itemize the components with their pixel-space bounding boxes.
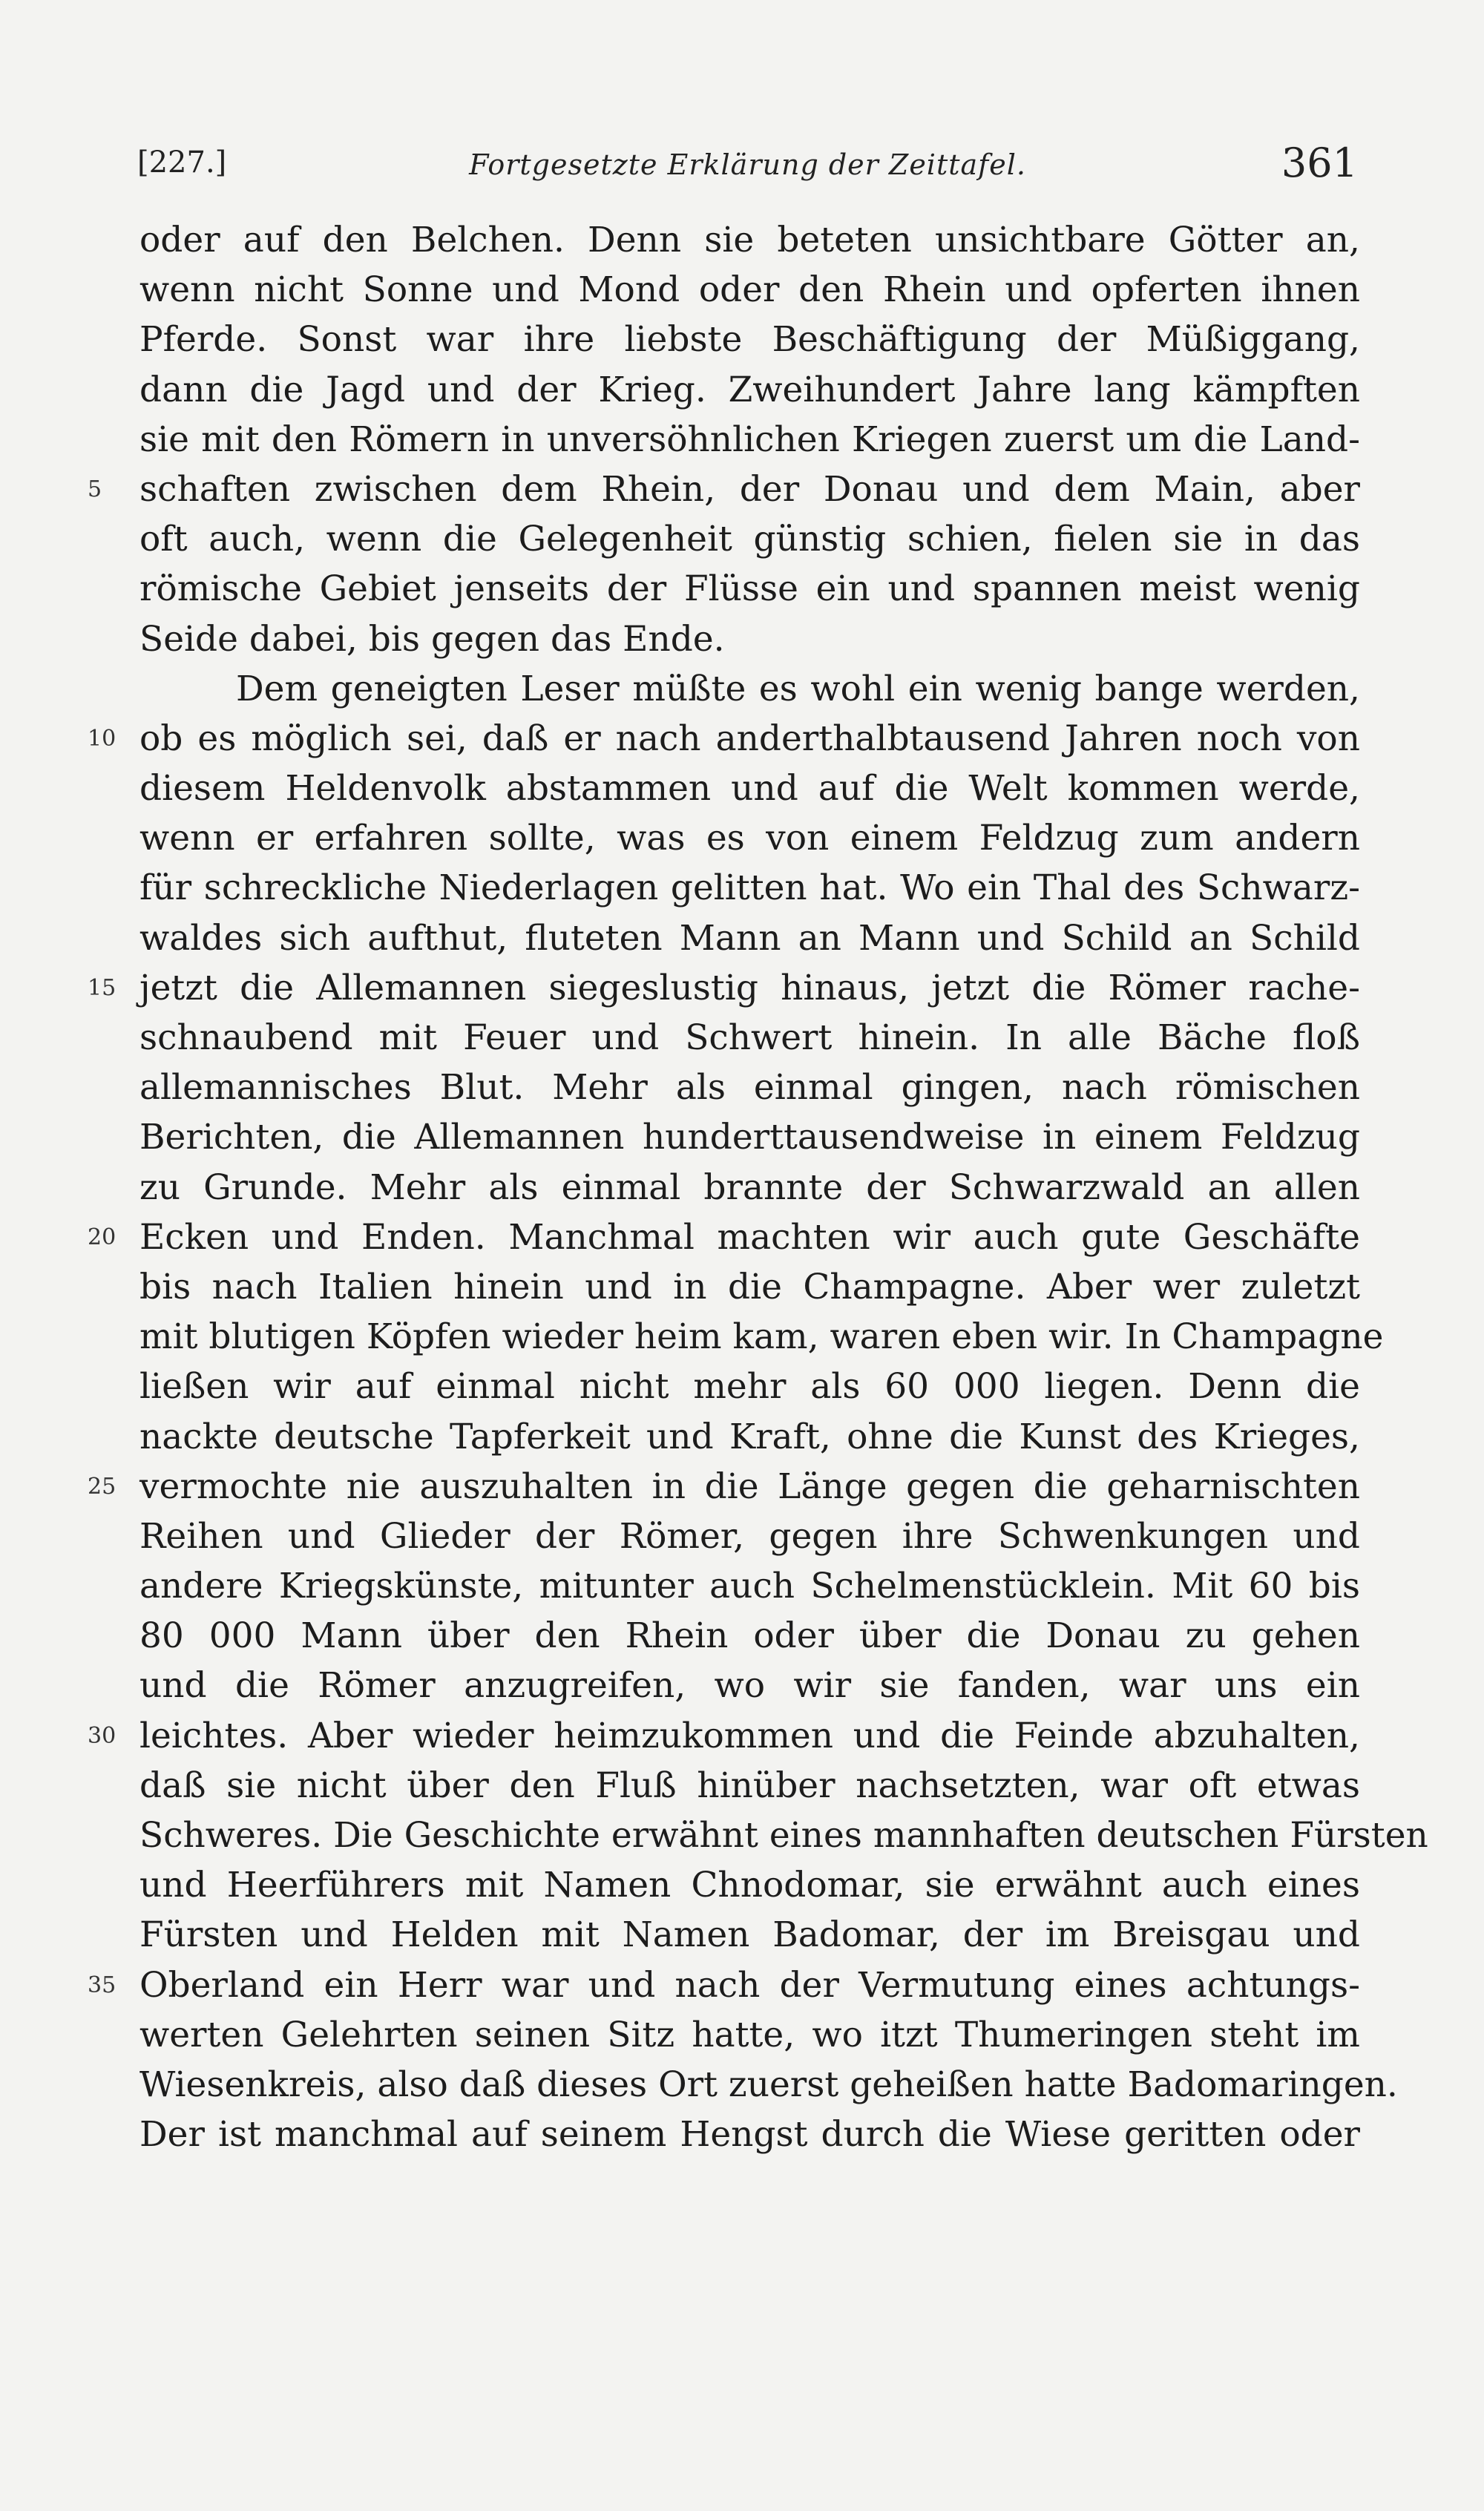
text-line: ließen wir auf einmal nicht mehr als 60 000 liegen. Denn die: [139, 1366, 1360, 1408]
page-reference: [227.]: [137, 145, 227, 180]
text-line: und die Römer anzugreifen, wo wir sie fanden, war uns ein: [139, 1665, 1360, 1707]
text-line: schnaubend mit Feuer und Schwert hinein. In alle Bäche floß: [139, 1017, 1360, 1058]
line-number-15: 15: [88, 975, 116, 1001]
text-line: für schreckliche Niederlagen gelitten hat. Wo ein Thal des Schwarz-: [139, 867, 1360, 909]
text-line: römische Gebiet jenseits der Flüsse ein und spannen meist wenig: [139, 568, 1360, 610]
text-line: Fürsten und Helden mit Namen Badomar, der im Breisgau und: [139, 1914, 1360, 1956]
text-line: andere Kriegskünste, mitunter auch Schelmenstücklein. Mit 60 bis: [139, 1566, 1360, 1607]
text-line: sie mit den Römern in unversöhnlichen Kriegen zuerst um die Land-: [139, 418, 1360, 460]
text-line: Oberland ein Herr war und nach der Vermutung eines achtungs-: [139, 1964, 1360, 2006]
text-line: Reihen und Glieder der Römer, gegen ihre Schwenkungen und: [139, 1515, 1360, 1557]
text-line: oft auch, wenn die Gelegenheit günstig schien, fielen sie in das: [139, 519, 1360, 560]
text-line: Wiesenkreis, also daß dieses Ort zuerst geheißen hatte Badomaringen.: [139, 2064, 1398, 2105]
text-line: wenn nicht Sonne und Mond oder den Rhein und opferten ihnen: [139, 269, 1360, 311]
page-header: [137, 140, 1358, 199]
text-line: Ecken und Enden. Manchmal machten wir auch gute Geschäfte: [139, 1216, 1360, 1258]
text-line: bis nach Italien hinein und in die Champagne. Aber wer zuletzt: [139, 1266, 1360, 1307]
page-number: 361: [1281, 140, 1358, 186]
text-line: 80 000 Mann über den Rhein oder über die Donau zu gehen: [139, 1615, 1360, 1657]
text-line: Dem geneigten Leser müßte es wohl ein wenig bange werden,: [236, 668, 1360, 709]
text-line: mit blutigen Köpfen wieder heim kam, waren eben wir. In Champagne: [139, 1316, 1384, 1358]
line-number-35: 35: [88, 1972, 116, 1998]
text-line: oder auf den Belchen. Denn sie beteten unsichtbare Götter an,: [139, 220, 1360, 260]
line-number-5: 5: [88, 476, 102, 502]
text-line: daß sie nicht über den Fluß hinüber nachsetzten, war oft etwas: [139, 1765, 1360, 1806]
body-text: [139, 215, 1428, 2159]
text-line: Der ist manchmal auf seinem Hengst durch die Wiese geritten oder: [139, 2114, 1360, 2156]
text-line: und Heerführers mit Namen Chnodomar, sie erwähnt auch eines: [139, 1865, 1360, 1906]
text-line: Pferde. Sonst war ihre liebste Beschäftigung der Müßiggang,: [139, 319, 1360, 361]
text-line: waldes sich aufthut, fluteten Mann an Mann und Schild an Schild: [139, 917, 1360, 959]
line-number-25: 25: [88, 1474, 116, 1500]
text-line: diesem Heldenvolk abstammen und auf die Welt kommen werde,: [139, 768, 1360, 810]
text-line: leichtes. Aber wieder heimzukommen und die Feinde abzuhalten,: [139, 1715, 1360, 1756]
text-line: zu Grunde. Mehr als einmal brannte der Schwarzwald an allen: [139, 1166, 1360, 1208]
text-line: schaften zwischen dem Rhein, der Donau und dem Main, aber: [139, 468, 1360, 510]
text-line: ob es möglich sei, daß er nach anderthalbtausend Jahren noch von: [139, 718, 1360, 759]
text-line: allemannisches Blut. Mehr als einmal gingen, nach römischen: [139, 1067, 1360, 1109]
text-line: werten Gelehrten seinen Sitz hatte, wo itzt Thumeringen steht im: [139, 2014, 1360, 2055]
text-line: nackte deutsche Tapferkeit und Kraft, ohne die Kunst des Krieges,: [139, 1416, 1360, 1457]
line-number-10: 10: [88, 726, 116, 752]
running-title: Fortgesetzte Erklärung der Zeittafel.: [469, 148, 1026, 181]
text-line: dann die Jagd und der Krieg. Zweihundert Jahre lang kämpften: [139, 369, 1360, 410]
line-number-30: 30: [88, 1723, 116, 1749]
text-line: wenn er erfahren sollte, was es von einem Feldzug zum andern: [139, 818, 1360, 859]
text-line: Schweres. Die Geschichte erwähnt eines mannhaften deutschen Fürsten: [139, 1815, 1428, 1856]
text-line: Seide dabei, bis gegen das Ende.: [139, 618, 725, 660]
line-number-20: 20: [88, 1224, 116, 1250]
text-line: vermochte nie auszuhalten in die Länge gegen die geharnischten: [139, 1465, 1360, 1507]
text-line: Berichten, die Allemannen hunderttausendweise in einem Feldzug: [139, 1117, 1360, 1158]
text-line: jetzt die Allemannen siegeslustig hinaus, jetzt die Römer rache-: [139, 967, 1360, 1008]
